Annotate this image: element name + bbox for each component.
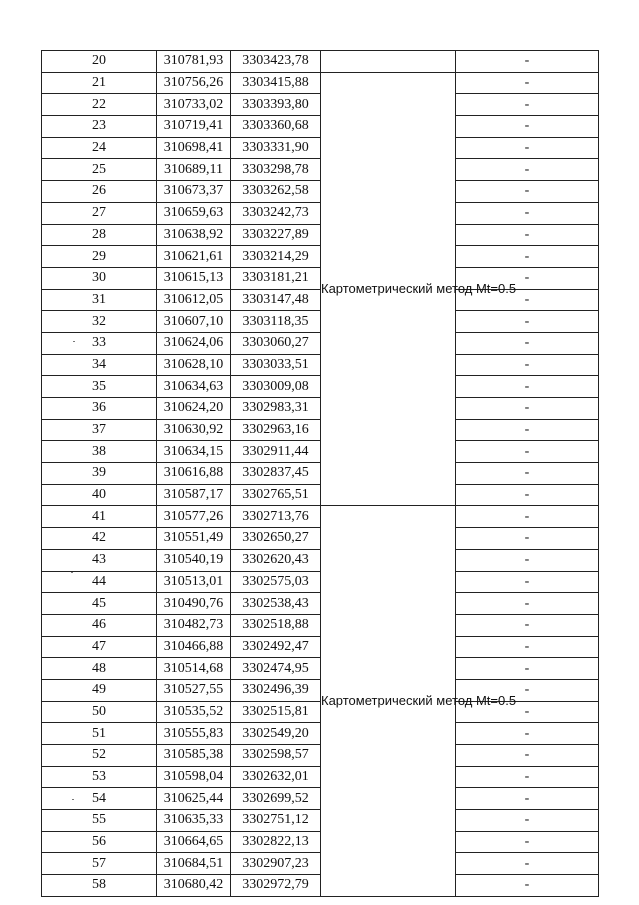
x-coordinate-cell: 310621,61 [157,246,231,268]
table-row [42,593,599,615]
table-row [42,853,599,875]
x-coordinate-cell: 310673,37 [157,181,231,203]
y-coordinate-cell: 3303331,90 [231,137,321,159]
y-coordinate-cell: 3302650,27 [231,528,321,550]
table-row [42,354,599,376]
dash-cell: - [456,484,599,506]
x-coordinate-cell: 310684,51 [157,853,231,875]
x-coordinate-cell: 310624,06 [157,332,231,354]
point-number-cell: 50 [42,701,157,723]
scan-speck [72,799,74,800]
y-coordinate-cell: 3303181,21 [231,267,321,289]
table-row [42,636,599,658]
dash-cell: - [456,593,599,615]
y-coordinate-cell: 3303060,27 [231,332,321,354]
y-coordinate-cell: 3303262,58 [231,181,321,203]
dash-cell: - [456,853,599,875]
point-number-cell: 37 [42,419,157,441]
table-row [42,398,599,420]
x-coordinate-cell: 310598,04 [157,766,231,788]
table-row [42,658,599,680]
y-coordinate-cell: 3302963,16 [231,419,321,441]
table-row [42,246,599,268]
x-coordinate-cell: 310756,26 [157,72,231,94]
dash-cell: - [456,766,599,788]
table-row [42,528,599,550]
x-coordinate-cell: 310781,93 [157,51,231,73]
point-number-cell: 44 [42,571,157,593]
y-coordinate-cell: 3303214,29 [231,246,321,268]
x-coordinate-cell: 310551,49 [157,528,231,550]
point-number-cell: 25 [42,159,157,181]
dash-cell: - [456,159,599,181]
table-row [42,788,599,810]
table-row [42,137,599,159]
dash-cell: - [456,658,599,680]
y-coordinate-cell: 3303033,51 [231,354,321,376]
scan-speck [73,341,75,342]
y-coordinate-cell: 3302837,45 [231,463,321,485]
table-row [42,463,599,485]
scan-speck [71,572,73,573]
x-coordinate-cell: 310585,38 [157,745,231,767]
x-coordinate-cell: 310490,76 [157,593,231,615]
y-coordinate-cell: 3302713,76 [231,506,321,528]
table-row [42,766,599,788]
y-coordinate-cell: 3303227,89 [231,224,321,246]
y-coordinate-cell: 3302620,43 [231,549,321,571]
x-coordinate-cell: 310540,19 [157,549,231,571]
dash-cell: - [456,441,599,463]
x-coordinate-cell: 310514,68 [157,658,231,680]
table-row [42,181,599,203]
point-number-cell: 22 [42,94,157,116]
point-number-cell: 48 [42,658,157,680]
dash-cell: - [456,549,599,571]
x-coordinate-cell: 310719,41 [157,116,231,138]
y-coordinate-cell: 3302474,95 [231,658,321,680]
point-number-cell: 57 [42,853,157,875]
point-number-cell: 49 [42,679,157,701]
x-coordinate-cell: 310615,13 [157,267,231,289]
x-coordinate-cell: 310624,20 [157,398,231,420]
dash-cell: - [456,202,599,224]
x-coordinate-cell: 310535,52 [157,701,231,723]
point-number-cell: 28 [42,224,157,246]
table-row [42,831,599,853]
dash-cell: - [456,289,599,311]
x-coordinate-cell: 310638,92 [157,224,231,246]
x-coordinate-cell: 310664,65 [157,831,231,853]
point-number-cell: 33 [42,332,157,354]
point-number-cell: 51 [42,723,157,745]
point-number-cell: 27 [42,202,157,224]
point-number-cell: 55 [42,810,157,832]
dash-cell: - [456,376,599,398]
point-number-cell: 36 [42,398,157,420]
y-coordinate-cell: 3302907,23 [231,853,321,875]
x-coordinate-cell: 310698,41 [157,137,231,159]
table-row [42,506,599,528]
point-number-cell: 23 [42,116,157,138]
dash-cell: - [456,246,599,268]
dash-cell: - [456,788,599,810]
y-coordinate-cell: 3302822,13 [231,831,321,853]
y-coordinate-cell: 3303298,78 [231,159,321,181]
y-coordinate-cell: 3302518,88 [231,614,321,636]
table-row [42,484,599,506]
method-cell: Картометрический метод Mt=0.5 [321,72,456,506]
y-coordinate-cell: 3303360,68 [231,116,321,138]
table-row [42,116,599,138]
dash-cell: - [456,679,599,701]
dash-cell: - [456,332,599,354]
x-coordinate-cell: 310466,88 [157,636,231,658]
dash-cell: - [456,463,599,485]
method-cell-empty [321,51,456,73]
x-coordinate-cell: 310634,63 [157,376,231,398]
point-number-cell: 21 [42,72,157,94]
table-row [42,376,599,398]
y-coordinate-cell: 3303393,80 [231,94,321,116]
x-coordinate-cell: 310659,63 [157,202,231,224]
point-number-cell: 43 [42,549,157,571]
point-number-cell: 32 [42,311,157,333]
point-number-cell: 41 [42,506,157,528]
table-row [42,419,599,441]
dash-cell: - [456,528,599,550]
table-row [42,51,599,73]
dash-cell: - [456,51,599,73]
point-number-cell: 35 [42,376,157,398]
dash-cell: - [456,419,599,441]
table-row [42,94,599,116]
x-coordinate-cell: 310625,44 [157,788,231,810]
dash-cell: - [456,571,599,593]
y-coordinate-cell: 3302496,39 [231,679,321,701]
dash-cell: - [456,72,599,94]
y-coordinate-cell: 3303242,73 [231,202,321,224]
x-coordinate-cell: 310634,15 [157,441,231,463]
dash-cell: - [456,875,599,897]
y-coordinate-cell: 3303118,35 [231,311,321,333]
point-number-cell: 34 [42,354,157,376]
table-row [42,72,599,94]
dash-cell: - [456,810,599,832]
y-coordinate-cell: 3302765,51 [231,484,321,506]
point-number-cell: 30 [42,267,157,289]
point-number-cell: 31 [42,289,157,311]
point-number-cell: 26 [42,181,157,203]
coordinates-table [41,50,599,897]
table-row [42,441,599,463]
point-number-cell: 39 [42,463,157,485]
dash-cell: - [456,701,599,723]
dash-cell: - [456,745,599,767]
table-row [42,571,599,593]
dash-cell: - [456,267,599,289]
x-coordinate-cell: 310628,10 [157,354,231,376]
x-coordinate-cell: 310607,10 [157,311,231,333]
dash-cell: - [456,137,599,159]
point-number-cell: 20 [42,51,157,73]
y-coordinate-cell: 3302751,12 [231,810,321,832]
dash-cell: - [456,311,599,333]
table-row [42,723,599,745]
table-row [42,332,599,354]
dash-cell: - [456,398,599,420]
table-row [42,224,599,246]
y-coordinate-cell: 3302972,79 [231,875,321,897]
x-coordinate-cell: 310587,17 [157,484,231,506]
point-number-cell: 58 [42,875,157,897]
point-number-cell: 45 [42,593,157,615]
point-number-cell: 47 [42,636,157,658]
table-row [42,614,599,636]
x-coordinate-cell: 310680,42 [157,875,231,897]
y-coordinate-cell: 3302699,52 [231,788,321,810]
dash-cell: - [456,723,599,745]
y-coordinate-cell: 3303009,08 [231,376,321,398]
y-coordinate-cell: 3302575,03 [231,571,321,593]
y-coordinate-cell: 3302911,44 [231,441,321,463]
dash-cell: - [456,614,599,636]
y-coordinate-cell: 3302492,47 [231,636,321,658]
table-row [42,549,599,571]
x-coordinate-cell: 310612,05 [157,289,231,311]
dash-cell: - [456,506,599,528]
table-row [42,159,599,181]
method-cell: Картометрический метод Mt=0.5 [321,506,456,896]
y-coordinate-cell: 3302983,31 [231,398,321,420]
y-coordinate-cell: 3302632,01 [231,766,321,788]
table-row [42,202,599,224]
dash-cell: - [456,116,599,138]
table-row [42,311,599,333]
point-number-cell: 54 [42,788,157,810]
table-row [42,810,599,832]
y-coordinate-cell: 3302515,81 [231,701,321,723]
x-coordinate-cell: 310616,88 [157,463,231,485]
x-coordinate-cell: 310482,73 [157,614,231,636]
x-coordinate-cell: 310733,02 [157,94,231,116]
y-coordinate-cell: 3303423,78 [231,51,321,73]
dash-cell: - [456,354,599,376]
y-coordinate-cell: 3302538,43 [231,593,321,615]
point-number-cell: 46 [42,614,157,636]
point-number-cell: 53 [42,766,157,788]
point-number-cell: 52 [42,745,157,767]
y-coordinate-cell: 3303147,48 [231,289,321,311]
point-number-cell: 56 [42,831,157,853]
x-coordinate-cell: 310630,92 [157,419,231,441]
x-coordinate-cell: 310635,33 [157,810,231,832]
table-row [42,875,599,897]
point-number-cell: 29 [42,246,157,268]
y-coordinate-cell: 3302549,20 [231,723,321,745]
dash-cell: - [456,94,599,116]
coordinates-table-body [42,51,599,897]
point-number-cell: 42 [42,528,157,550]
dash-cell: - [456,224,599,246]
x-coordinate-cell: 310689,11 [157,159,231,181]
dash-cell: - [456,831,599,853]
y-coordinate-cell: 3303415,88 [231,72,321,94]
point-number-cell: 40 [42,484,157,506]
dash-cell: - [456,181,599,203]
x-coordinate-cell: 310513,01 [157,571,231,593]
x-coordinate-cell: 310577,26 [157,506,231,528]
point-number-cell: 24 [42,137,157,159]
table-row [42,745,599,767]
dash-cell: - [456,636,599,658]
x-coordinate-cell: 310555,83 [157,723,231,745]
point-number-cell: 38 [42,441,157,463]
y-coordinate-cell: 3302598,57 [231,745,321,767]
x-coordinate-cell: 310527,55 [157,679,231,701]
